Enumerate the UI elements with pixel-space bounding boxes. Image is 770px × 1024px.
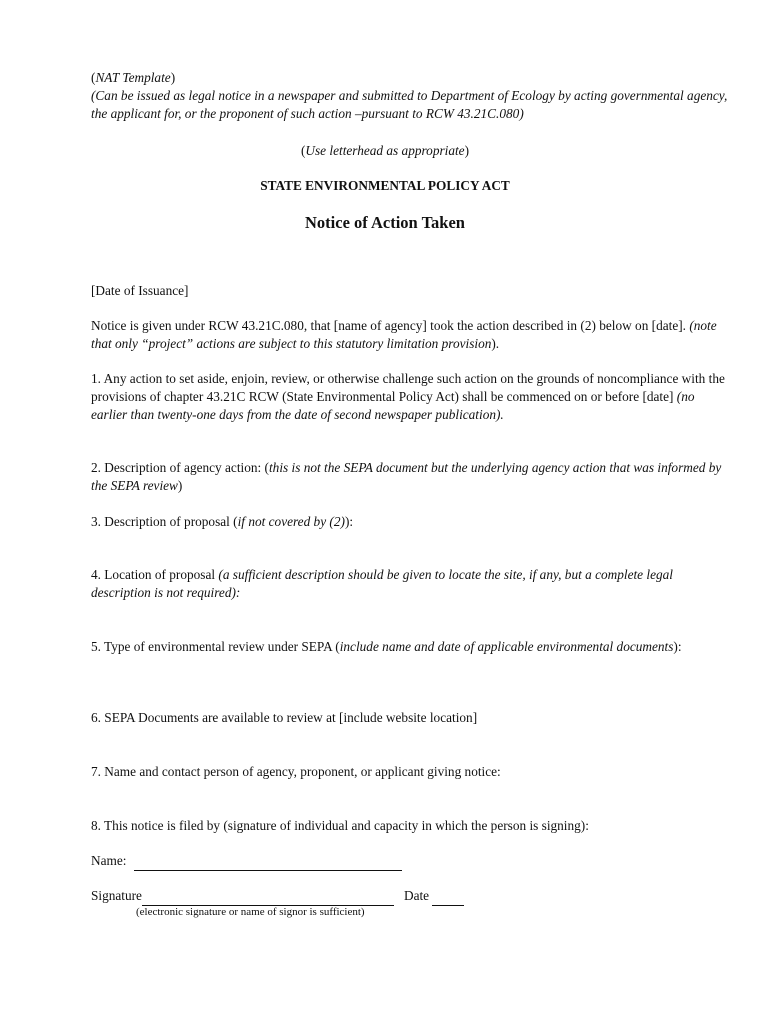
date-line[interactable] [432, 887, 464, 906]
item-3-text: 3. Description of proposal ( [91, 514, 238, 529]
item-3 [91, 513, 731, 531]
template-header: (NAT Template) (Can be issued as legal notice in a newspaper and submitted to Department of Ecology by acting governmental agency, the applicant for, or the proponent of such action –pursuant to RCW 43.21C.080) [91, 70, 728, 121]
item-3-end: ): [344, 514, 354, 529]
intro-text-a: Notice is given under RCW 43.21C.080, that [name of agency] [91, 318, 427, 333]
item-7: 7. Name and contact person of agency, proponent, or applicant giving notice: [91, 764, 501, 779]
item-5 [91, 638, 731, 656]
item-6: 6. SEPA Documents are available to review at [include website location] [91, 710, 478, 725]
name-line[interactable] [134, 852, 402, 871]
intro-end: ). [491, 336, 500, 351]
item-4-note: (a sufficient description should be given to locate the site, if any, but a complete legal description is not required): [91, 567, 673, 600]
act-title: STATE ENVIRONMENTAL POLICY ACT [260, 178, 510, 193]
item-4 [91, 566, 731, 602]
item-5-text: 5. Type of environmental review under SEPA ( [91, 639, 340, 654]
name-row [91, 852, 731, 871]
item-5-note: include name and date of applicable environmental documents [339, 639, 674, 654]
item-3-note: if not covered by (2) [237, 514, 345, 529]
date-label: Date [403, 888, 430, 903]
issuance-note: (Can be issued as legal notice in a newspaper and submitted to Department of Ecology by acting governmental agency, the applicant for, or the proponent of such action –pursuant to RCW 43.21C.080) [91, 88, 728, 121]
item-1-text: 1. Any action to set aside, enjoin, review, or otherwise challenge such action on the grounds of noncompliance with the provisions of chapter 43.21C RCW (State Environmental Policy Act) shall be commenced on or before [date] [91, 371, 725, 404]
notice-title: Notice of Action Taken [305, 213, 465, 232]
name-label: Name: [91, 853, 127, 868]
signature-label: Signature [91, 888, 142, 903]
item-5-end: ): [673, 639, 682, 654]
intro-note: (note that only “project” actions are subject to this statutory limitation provision [91, 318, 717, 351]
item-2 [91, 459, 731, 495]
signature-note: (electronic signature or name of signor is sufficient) [136, 906, 365, 918]
item-4-text: 4. Location of proposal [91, 567, 219, 582]
item-1 [91, 370, 731, 424]
letterhead-note-text: Use letterhead as appropriate [305, 143, 465, 158]
item-2-note: this is not the SEPA document but the underlying agency action that was informed by the SEPA review [91, 460, 722, 493]
item-1-note: (no earlier than twenty-one days from the date of second newspaper publication). [91, 389, 695, 422]
template-name: NAT Template [95, 70, 171, 85]
item-2-text: 2. Description of agency action: ( [91, 460, 269, 475]
letterhead-note: (Use letterhead as appropriate) [300, 143, 470, 158]
intro-text-b: took the action described in (2) below on [date]. [426, 318, 690, 333]
signature-row [91, 887, 731, 906]
signature-line[interactable] [142, 887, 394, 906]
intro-paragraph [91, 317, 731, 353]
item-8: 8. This notice is filed by (signature of individual and capacity in which the person is signing): [91, 818, 589, 833]
date-of-issuance: [Date of Issuance] [91, 283, 189, 298]
item-2-end: ) [177, 478, 183, 493]
